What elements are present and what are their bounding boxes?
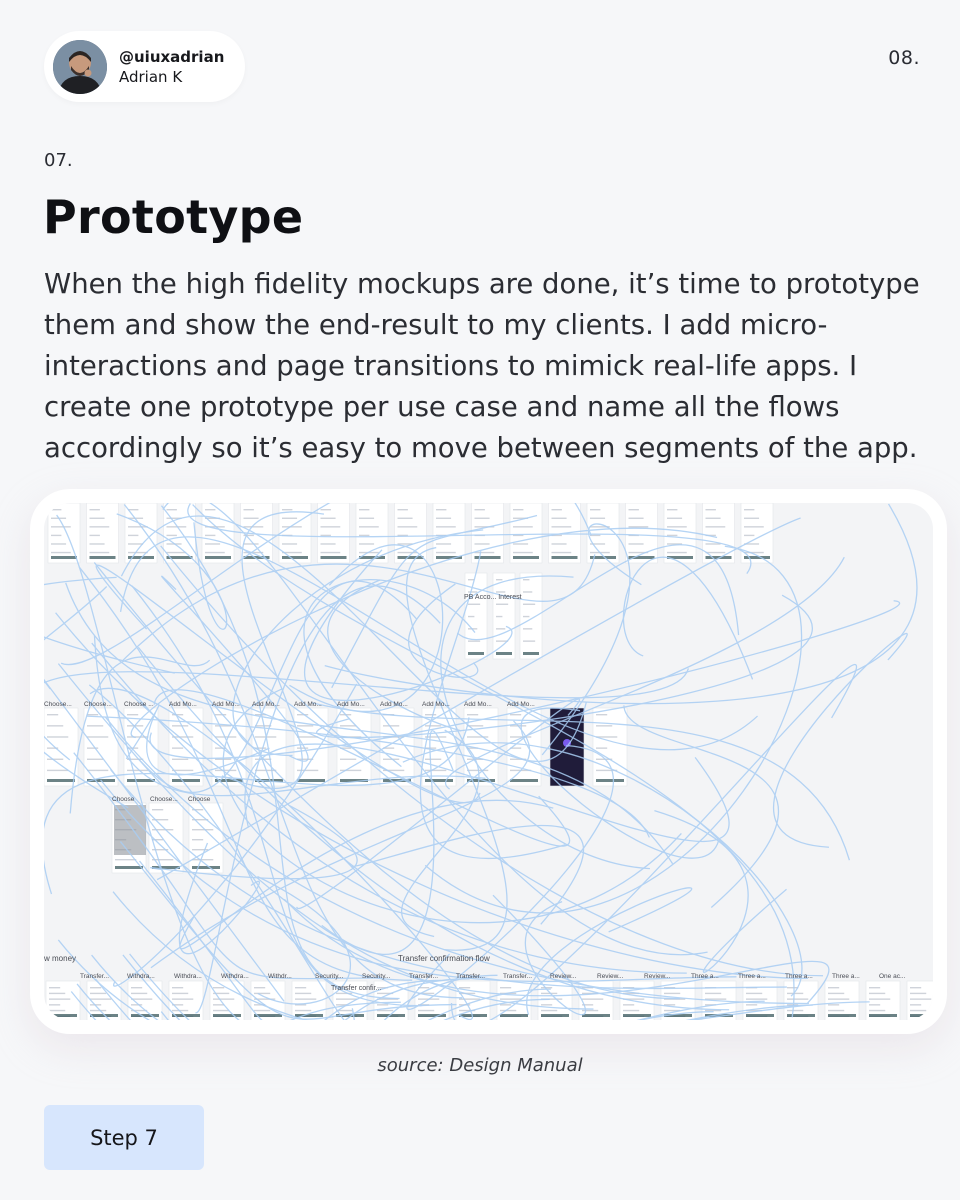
frame-label: Choose... (44, 701, 72, 708)
screen-frame (87, 503, 119, 563)
frame-label: Three a... (738, 973, 766, 980)
section-label: w money (44, 954, 77, 963)
section-label: PB Acco... Interest (464, 594, 522, 601)
frame-label: Add Mo... (169, 701, 197, 708)
step-number: 07. (44, 150, 73, 171)
frame-label: Choose... (84, 701, 112, 708)
prototype-flow-diagram (44, 503, 933, 1020)
frame-label: Choose ... (124, 701, 154, 708)
frame-label: Add Mo... (464, 701, 492, 708)
screen-frame (318, 503, 350, 563)
screen-frame (520, 573, 542, 659)
image-caption: source: Design Manual (377, 1055, 583, 1076)
screen-frame (825, 981, 859, 1020)
frame-label: Withdra... (127, 973, 155, 980)
frame-label: Three a... (691, 973, 719, 980)
screen-frame (46, 981, 80, 1020)
section-label: Transfer confirmation flow (398, 954, 490, 963)
body-text: When the high fidelity mockups are done, it’s time to prototype them and show the end-result to my clients. I add micro-interactions and page transitions to mimick real-life apps. I create one prototype per use case and name all the flows accordingly so it’s easy to move between segments of the app. (44, 268, 920, 464)
screen-frame (493, 573, 515, 659)
screen-frame (510, 503, 542, 563)
screen-frame (164, 503, 196, 563)
flow-connector (44, 577, 175, 673)
frame-label: Choose (188, 796, 211, 803)
screen-frame (84, 708, 118, 786)
section-label: Transfer confir... (331, 985, 382, 992)
screen-frame (149, 803, 183, 873)
frame-label: Security... (362, 973, 391, 980)
screen-frame (784, 981, 818, 1020)
frame-label: Add Mo... (422, 701, 450, 708)
frame-label: One ac... (879, 973, 906, 980)
page-title: Prototype (43, 190, 304, 244)
screen-frame (866, 981, 900, 1020)
screen-frame (202, 503, 234, 563)
author-chip[interactable] (44, 31, 245, 102)
screen-frame (356, 503, 388, 563)
page-number: 08. (888, 47, 920, 69)
flow-connector (180, 800, 553, 948)
author-handle: @uiuxadrian (119, 47, 225, 66)
frame-label: Three a... (785, 973, 813, 980)
frame-label: Security... (315, 973, 344, 980)
photo-placeholder (114, 805, 146, 855)
frame-label: Add Mo... (294, 701, 322, 708)
frame-label: Transfer... (409, 973, 439, 980)
frame-label: Withdra... (174, 973, 202, 980)
frame-label: Review... (597, 973, 624, 980)
frame-label: Choose (112, 796, 135, 803)
screen-frame (210, 981, 244, 1020)
screen-frame (472, 503, 504, 563)
frame-label: Transfer... (456, 973, 486, 980)
frame-label: Add Mo... (252, 701, 280, 708)
figure-card (30, 489, 947, 1034)
screen-frame (189, 803, 223, 873)
author-name: Adrian K (119, 67, 183, 86)
frame-label: Add Mo... (380, 701, 408, 708)
screen-frame (703, 503, 735, 563)
prototype-flow-image (44, 503, 933, 1020)
screen-frame (620, 981, 654, 1020)
flow-connector (774, 633, 908, 847)
frame-label: Add Mo... (507, 701, 535, 708)
step-badge: Step 7 (44, 1105, 204, 1170)
screen-frame (538, 981, 572, 1020)
frame-label: Add Mo... (337, 701, 365, 708)
screen-frame (593, 708, 627, 786)
screen-frame (907, 981, 933, 1020)
frame-label: Withdr... (268, 973, 292, 980)
frame-label: Withdra... (221, 973, 249, 980)
frame-label: Review... (644, 973, 671, 980)
frame-label: Transfer... (80, 973, 110, 980)
frame-label: Choose... (150, 796, 178, 803)
frame-label: Three a... (832, 973, 860, 980)
frame-label: Review... (550, 973, 577, 980)
avatar (53, 40, 107, 94)
frame-label: Add Mo... (212, 701, 240, 708)
frame-label: Transfer... (503, 973, 533, 980)
